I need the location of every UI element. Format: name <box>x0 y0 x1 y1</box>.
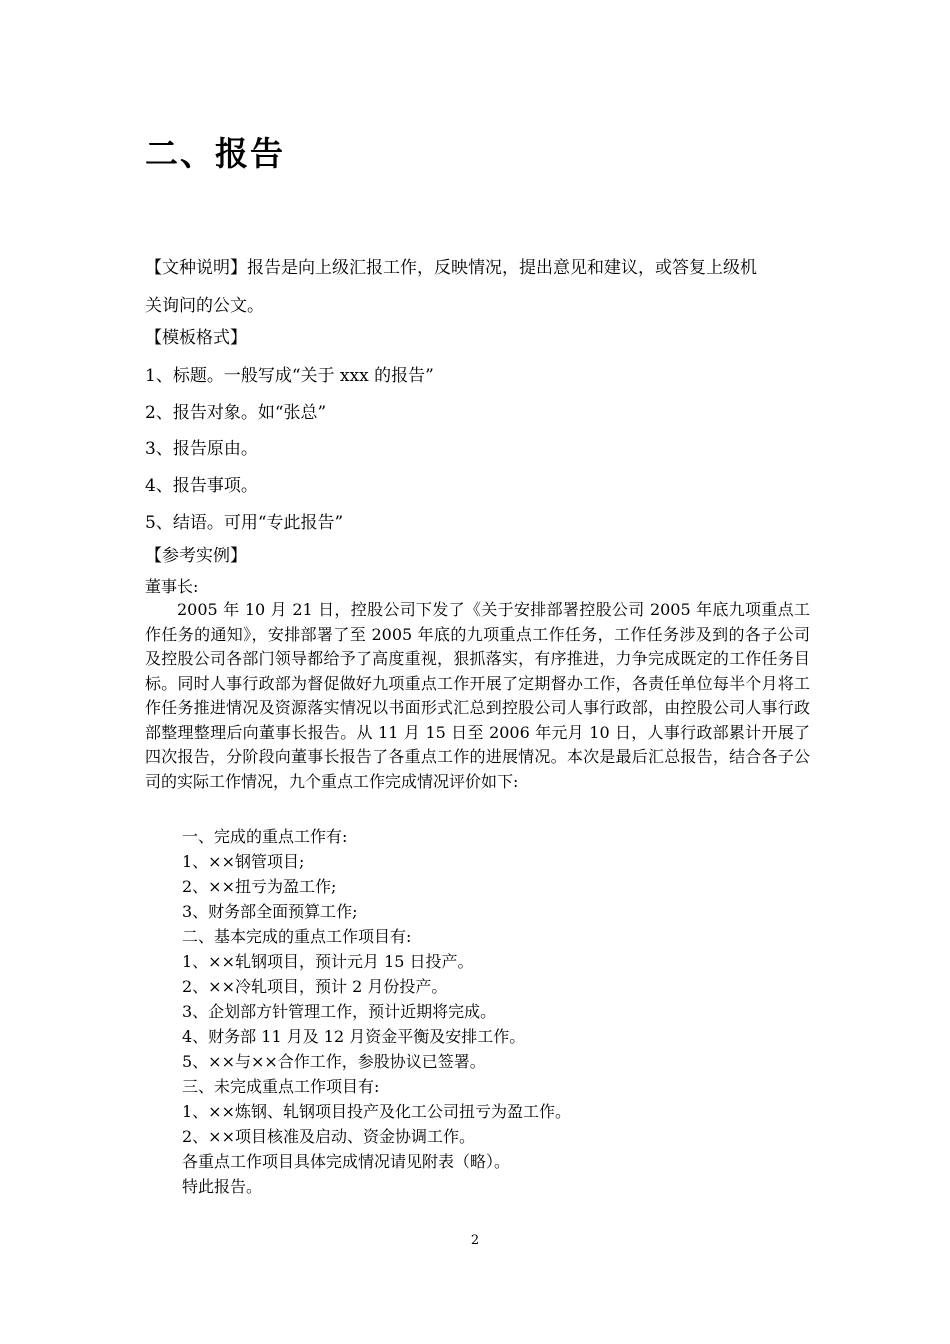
example-line: 二、基本完成的重点工作项目有: <box>182 927 412 946</box>
example-line: 2、××项目核准及启动、资金协调工作。 <box>182 1127 475 1146</box>
example-line: 1、××钢管项目; <box>182 852 305 871</box>
example-line: 各重点工作项目具体完成情况请见附表（略）。 <box>182 1152 511 1171</box>
template-item: 5、结语。可用“专此报告” <box>145 513 344 533</box>
salutation: 董事长: <box>145 577 199 596</box>
example-line: 三、未完成重点工作项目有: <box>182 1077 380 1096</box>
example-line: 2、××扭亏为盈工作; <box>182 877 337 896</box>
intro-line-1: 【文种说明】报告是向上级汇报工作，反映情况，提出意见和建议，或答复上级机 <box>145 258 757 278</box>
example-line: 4、财务部 11 月及 12 月资金平衡及安排工作。 <box>182 1027 526 1046</box>
example-line: 5、××与××合作工作，参股协议已签署。 <box>182 1052 486 1071</box>
template-item: 1、标题。一般写成“关于 xxx 的报告” <box>145 366 434 386</box>
example-body-paragraph: 2005 年 10 月 21 日，控股公司下发了《关于安排部署控股公司 2005 年底九项重点工作任务的通知》，安排部署了至 2005 年底的九项重点工作任务，工作任务涉及到的各子公司及控股公司各部门领导都给予了高度重视，狠抓落实，有序推进，力争完成既定的工作任务目标。同时人事行政部为督促做好九项重点工作开展了定期督办工作，各责任单位每半个月将工作任务推进情况及资源落实情况以书面形式汇总到控股公司人事行政部，由控股公司人事行政部整理整理后向董事长报告。从 11 月 15 日至 2006 年元月 10 日，人事行政部累计开展了四次报告，分阶段向董事长报告了各重点工作的进展情况。本次是最后汇总报告，结合各子公司的实际工作情况，九个重点工作完成情况评价如下: <box>145 600 810 791</box>
template-item: 3、报告原由。 <box>145 439 258 459</box>
template-item: 4、报告事项。 <box>145 476 258 496</box>
example-line: 3、企划部方针管理工作，预计近期将完成。 <box>182 1002 497 1021</box>
example-line: 一、完成的重点工作有: <box>182 827 348 846</box>
example-line: 3、财务部全面预算工作; <box>182 902 358 921</box>
template-item: 2、报告对象。如“张总” <box>145 403 327 423</box>
page-title: 二、报告 <box>145 134 285 173</box>
intro-line-2: 关询问的公文。 <box>145 296 264 316</box>
example-line: 1、××轧钢项目，预计元月 15 日投产。 <box>182 952 474 971</box>
template-heading: 【模板格式】 <box>145 328 247 348</box>
example-line: 2、××冷轧项目，预计 2 月份投产。 <box>182 977 448 996</box>
example-line: 特此报告。 <box>182 1177 263 1196</box>
example-heading: 【参考实例】 <box>145 546 247 566</box>
page-number: 2 <box>470 1233 480 1248</box>
example-line: 1、××炼钢、轧钢项目投产及化工公司扭亏为盈工作。 <box>182 1102 571 1121</box>
